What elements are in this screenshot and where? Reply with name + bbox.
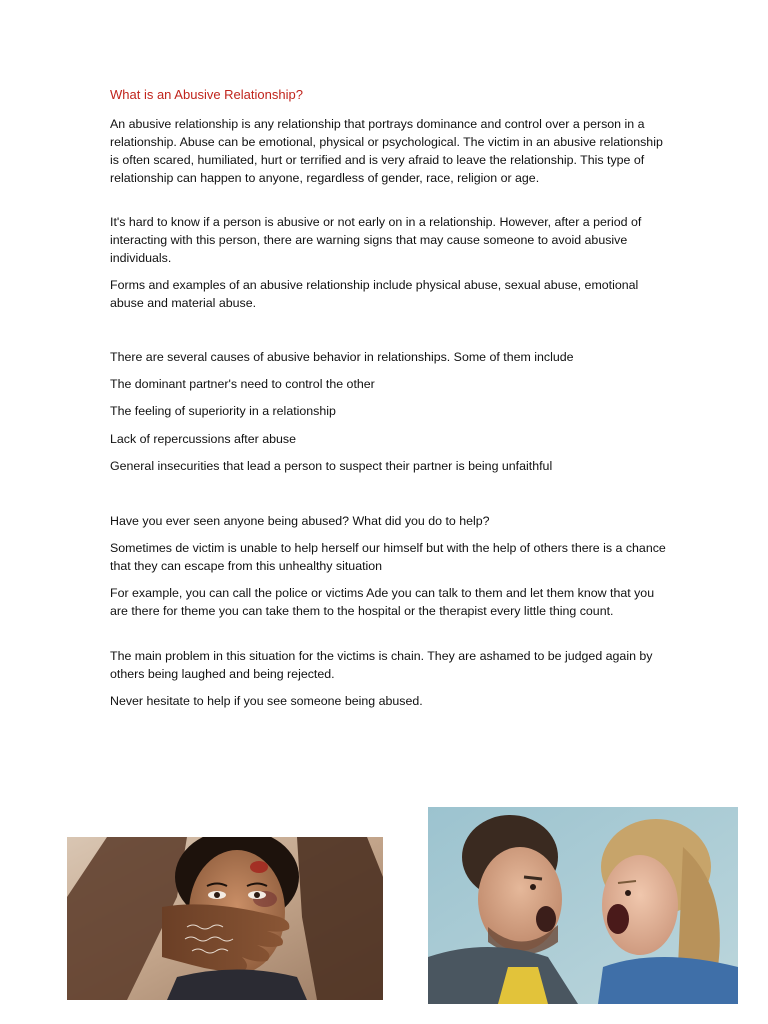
page-title: What is an Abusive Relationship? — [110, 87, 303, 102]
cause-item: The dominant partner's need to control the other — [110, 377, 375, 391]
paragraph-forms: Forms and examples of an abusive relationship include physical abuse, sexual abuse, emotional abuse and material abuse. — [110, 278, 639, 310]
paragraph-closing: Never hesitate to help if you see someone being abused. — [110, 694, 423, 708]
couple-shouting-photo — [428, 807, 738, 1004]
paragraph-warning-signs: It's hard to know if a person is abusive or not early on in a relationship. However, after a period of interacting with this person, there are warning signs that may cause someone to avoid abusive individuals. — [110, 215, 642, 265]
paragraph-example: For example, you can call the police or victims Ade you can talk to them and let them know that you are there for theme you can take them to the hospital or the therapist every little thing count. — [110, 586, 655, 618]
paragraph-definition: An abusive relationship is any relationship that portrays dominance and control over a person in a relationship. Abuse can be emotional, physical or psychological. The victim in an abusive relationship is often scared, humiliated, hurt or terrified and is very afraid to leave the relationship. This type of relationship can happen to anyone, regardless of gender, race, religion or age. — [110, 117, 663, 185]
paragraph-main-problem: The main problem in this situation for the victims is chain. They are ashamed to be judged again by others being laughed and being rejected. — [110, 649, 653, 681]
cause-item: Lack of repercussions after abuse — [110, 432, 296, 446]
woman-hand-over-mouth-photo — [67, 837, 383, 1000]
paragraph-causes-intro: There are several causes of abusive behavior in relationships. Some of them include — [110, 350, 574, 364]
paragraph-escape: Sometimes de victim is unable to help herself our himself but with the help of others there is a chance that they can escape from this unhealthy situation — [110, 541, 666, 573]
cause-item: General insecurities that lead a person to suspect their partner is being unfaithful — [110, 459, 553, 473]
cause-item: The feeling of superiority in a relationship — [110, 404, 336, 418]
paragraph-question: Have you ever seen anyone being abused? What did you do to help? — [110, 514, 490, 528]
